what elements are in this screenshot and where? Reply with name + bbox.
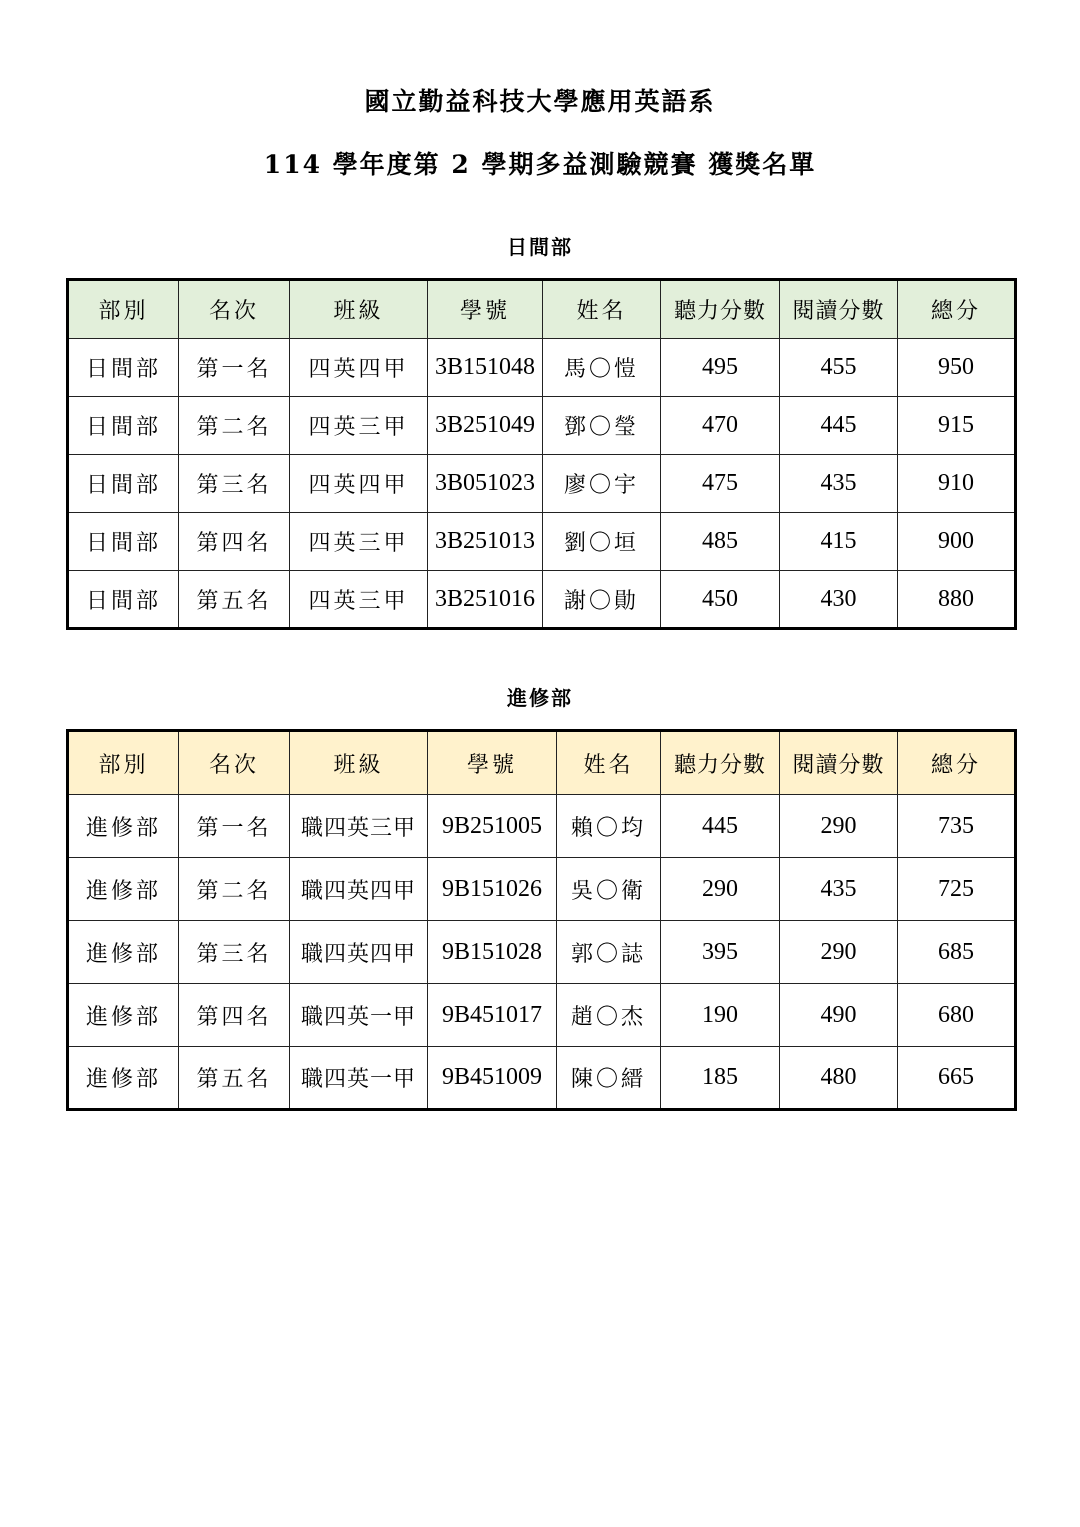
column-header: 班級 <box>290 280 428 339</box>
dept-cell: 進修部 <box>68 1047 179 1110</box>
column-header: 閱讀分數 <box>780 731 898 795</box>
column-header: 聽力分數 <box>661 280 780 339</box>
rank-cell: 第四名 <box>179 513 290 571</box>
total-score-cell: 665 <box>898 1047 1016 1110</box>
night-award-table <box>66 729 1017 1111</box>
listening-score-cell: 470 <box>661 397 780 455</box>
class-cell: 四英三甲 <box>290 513 428 571</box>
table-row <box>68 513 1016 571</box>
column-header: 姓名 <box>557 731 661 795</box>
dept-cell: 進修部 <box>68 984 179 1047</box>
class-cell: 職四英三甲 <box>290 795 428 858</box>
name-cell: 鄧〇瑩 <box>543 397 661 455</box>
total-score-cell: 725 <box>898 858 1016 921</box>
rank-cell: 第四名 <box>179 984 290 1047</box>
rank-cell: 第一名 <box>179 795 290 858</box>
column-header: 學號 <box>428 280 543 339</box>
column-header: 姓名 <box>543 280 661 339</box>
reading-score-cell: 435 <box>780 455 898 513</box>
class-cell: 職四英四甲 <box>290 858 428 921</box>
column-header: 名次 <box>179 280 290 339</box>
reading-score-cell: 455 <box>780 339 898 397</box>
class-cell: 四英三甲 <box>290 571 428 629</box>
column-header: 名次 <box>179 731 290 795</box>
reading-score-cell: 290 <box>780 921 898 984</box>
column-header: 學號 <box>428 731 557 795</box>
document-title: 國立勤益科技大學應用英語系 <box>364 87 716 116</box>
table-header-row <box>68 731 1016 795</box>
name-cell: 廖〇宇 <box>543 455 661 513</box>
column-header: 聽力分數 <box>661 731 780 795</box>
listening-score-cell: 445 <box>661 795 780 858</box>
table-row <box>68 571 1016 629</box>
table-header-row <box>68 280 1016 339</box>
total-score-cell: 950 <box>898 339 1016 397</box>
reading-score-cell: 415 <box>780 513 898 571</box>
dept-cell: 進修部 <box>68 795 179 858</box>
student-id-cell: 3B251016 <box>428 571 543 629</box>
reading-score-cell: 435 <box>780 858 898 921</box>
column-header: 閱讀分數 <box>780 280 898 339</box>
day-section-heading: 日間部 <box>507 235 573 259</box>
dept-cell: 日間部 <box>68 339 179 397</box>
listening-score-cell: 290 <box>661 858 780 921</box>
listening-score-cell: 475 <box>661 455 780 513</box>
student-id-cell: 3B251049 <box>428 397 543 455</box>
student-id-cell: 3B151048 <box>428 339 543 397</box>
reading-score-cell: 445 <box>780 397 898 455</box>
total-score-cell: 685 <box>898 921 1016 984</box>
name-cell: 謝〇勛 <box>543 571 661 629</box>
table-row <box>68 795 1016 858</box>
reading-score-cell: 490 <box>780 984 898 1047</box>
class-cell: 職四英四甲 <box>290 921 428 984</box>
dept-cell: 日間部 <box>68 397 179 455</box>
listening-score-cell: 485 <box>661 513 780 571</box>
rank-cell: 第五名 <box>179 1047 290 1110</box>
listening-score-cell: 185 <box>661 1047 780 1110</box>
reading-score-cell: 430 <box>780 571 898 629</box>
rank-cell: 第三名 <box>179 921 290 984</box>
rank-cell: 第二名 <box>179 858 290 921</box>
total-score-cell: 915 <box>898 397 1016 455</box>
table-row <box>68 339 1016 397</box>
rank-cell: 第二名 <box>179 397 290 455</box>
class-cell: 職四英一甲 <box>290 1047 428 1110</box>
dept-cell: 日間部 <box>68 455 179 513</box>
table-row <box>68 397 1016 455</box>
class-cell: 四英四甲 <box>290 339 428 397</box>
rank-cell: 第五名 <box>179 571 290 629</box>
table-row <box>68 984 1016 1047</box>
day-award-table <box>66 278 1017 630</box>
student-id-cell: 9B151026 <box>428 858 557 921</box>
listening-score-cell: 395 <box>661 921 780 984</box>
name-cell: 吳〇衛 <box>557 858 661 921</box>
table-row <box>68 455 1016 513</box>
document-subtitle: 114 學年度第 2 學期多益測驗競賽 獲獎名單 <box>263 150 817 179</box>
name-cell: 陳〇縉 <box>557 1047 661 1110</box>
total-score-cell: 880 <box>898 571 1016 629</box>
total-score-cell: 735 <box>898 795 1016 858</box>
night-section-heading: 進修部 <box>507 686 573 710</box>
listening-score-cell: 495 <box>661 339 780 397</box>
listening-score-cell: 190 <box>661 984 780 1047</box>
name-cell: 劉〇垣 <box>543 513 661 571</box>
name-cell: 郭〇誌 <box>557 921 661 984</box>
rank-cell: 第三名 <box>179 455 290 513</box>
name-cell: 趙〇杰 <box>557 984 661 1047</box>
column-header: 部別 <box>68 731 179 795</box>
column-header: 總分 <box>898 280 1016 339</box>
student-id-cell: 9B451009 <box>428 1047 557 1110</box>
table-row <box>68 921 1016 984</box>
table-row <box>68 858 1016 921</box>
column-header: 班級 <box>290 731 428 795</box>
table-row <box>68 1047 1016 1110</box>
column-header: 總分 <box>898 731 1016 795</box>
dept-cell: 進修部 <box>68 858 179 921</box>
class-cell: 職四英一甲 <box>290 984 428 1047</box>
total-score-cell: 900 <box>898 513 1016 571</box>
student-id-cell: 9B451017 <box>428 984 557 1047</box>
column-header: 部別 <box>68 280 179 339</box>
name-cell: 賴〇均 <box>557 795 661 858</box>
dept-cell: 日間部 <box>68 513 179 571</box>
dept-cell: 進修部 <box>68 921 179 984</box>
rank-cell: 第一名 <box>179 339 290 397</box>
student-id-cell: 9B251005 <box>428 795 557 858</box>
total-score-cell: 680 <box>898 984 1016 1047</box>
total-score-cell: 910 <box>898 455 1016 513</box>
class-cell: 四英三甲 <box>290 397 428 455</box>
student-id-cell: 9B151028 <box>428 921 557 984</box>
reading-score-cell: 480 <box>780 1047 898 1110</box>
student-id-cell: 3B051023 <box>428 455 543 513</box>
reading-score-cell: 290 <box>780 795 898 858</box>
dept-cell: 日間部 <box>68 571 179 629</box>
listening-score-cell: 450 <box>661 571 780 629</box>
class-cell: 四英四甲 <box>290 455 428 513</box>
name-cell: 馬〇愷 <box>543 339 661 397</box>
student-id-cell: 3B251013 <box>428 513 543 571</box>
